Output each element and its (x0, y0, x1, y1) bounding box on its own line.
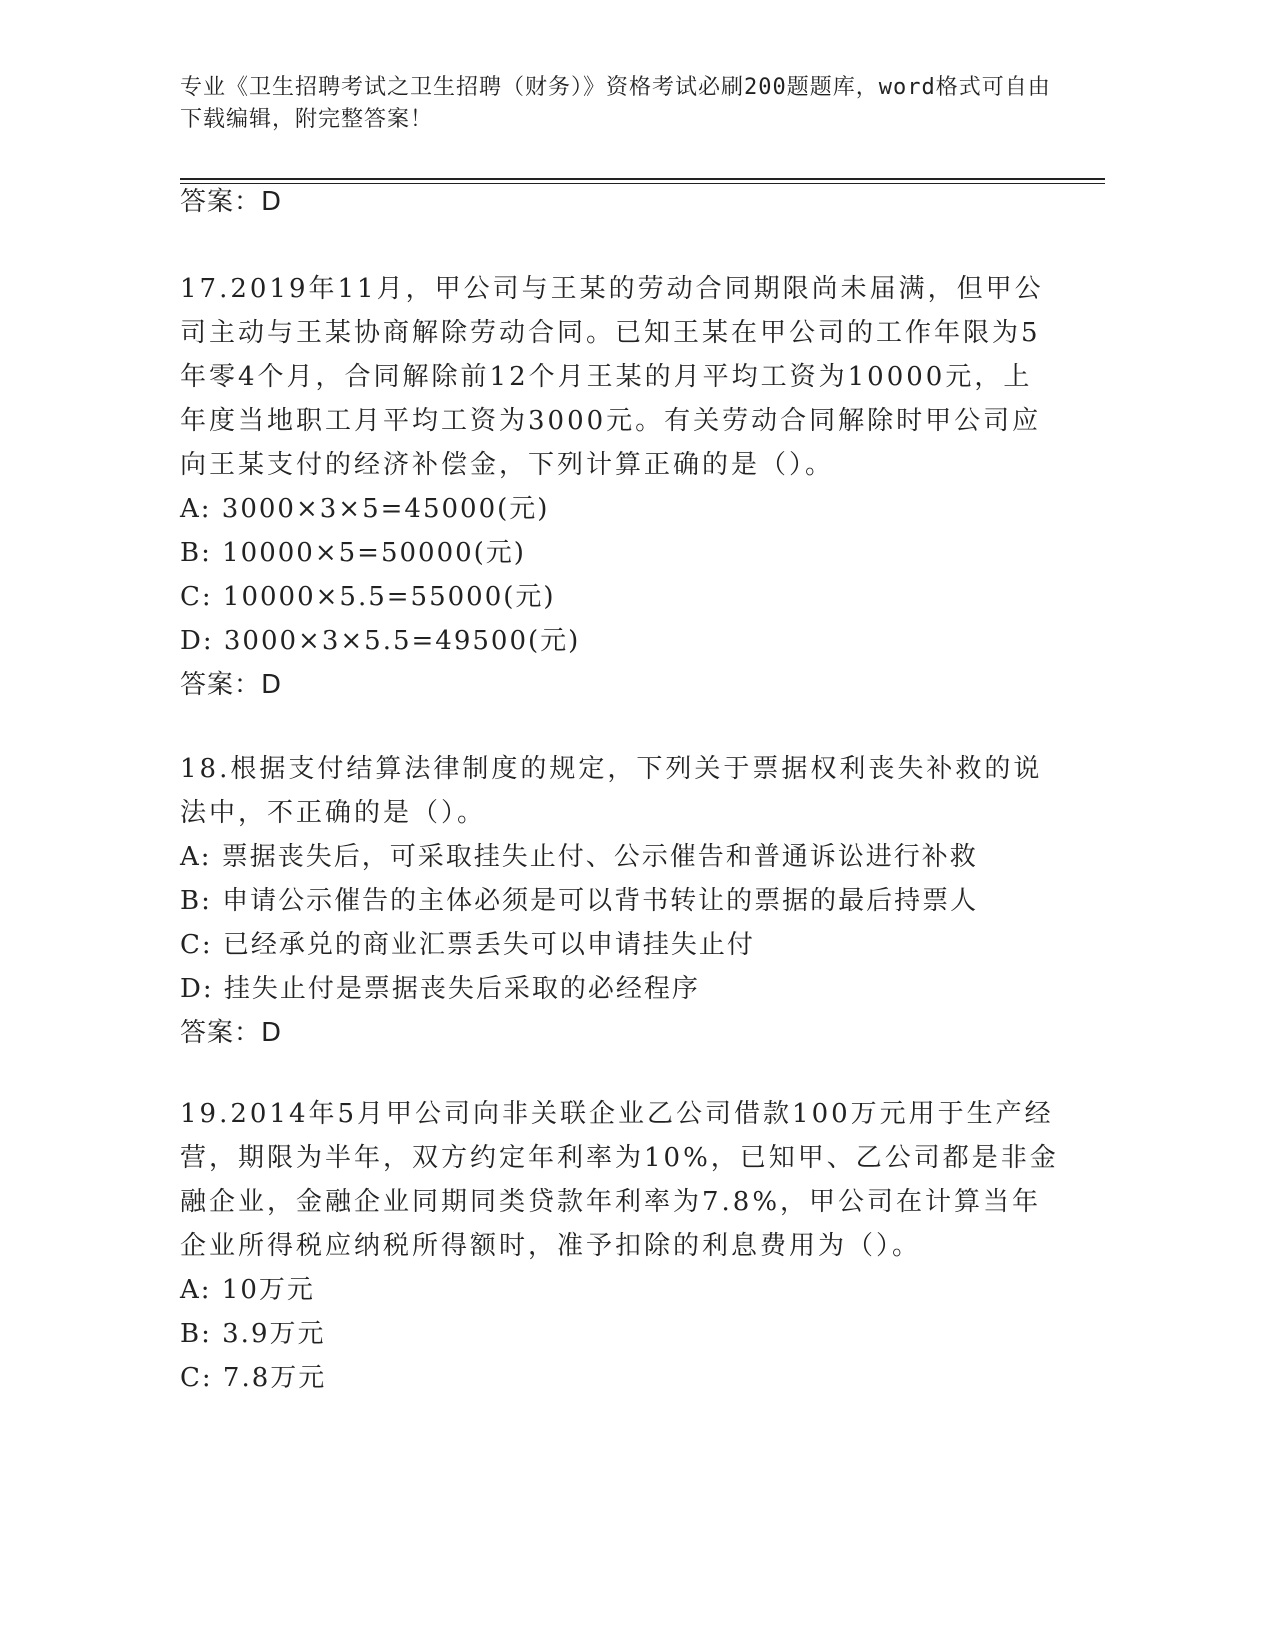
question-stem: 17.2019年11月，甲公司与王某的劳动合同期限尚未届满，但甲公司主动与王某协商解除劳动合同。已知王某在甲公司的工作年限为5年零4个月，合同解除前12个月王某的月平均工资为10000元，上年度当地职工月平均工资为3000元。有关劳动合同解除时甲公司应向王某支付的经济补偿金，下列计算正确的是（）。 (180, 274, 1044, 480)
question-17 (180, 267, 1060, 707)
option-b: B: 申请公示催告的主体必须是可以背书转让的票据的最后持票人 (180, 886, 979, 916)
question-19 (180, 1092, 1060, 1400)
option-a: A: 3000×3×5=45000(元) (180, 494, 550, 524)
option-a: A: 10万元 (180, 1275, 315, 1305)
answer-label: 答案：D (180, 187, 283, 217)
option-b: B: 10000×5=50000(元) (180, 538, 526, 568)
answer-label: 答案：D (180, 1018, 283, 1048)
previous-answer-block (180, 180, 1060, 224)
option-c: C: 7.8万元 (180, 1363, 327, 1393)
answer-label: 答案：D (180, 670, 283, 700)
option-a: A: 票据丧失后，可采取挂失止付、公示催告和普通诉讼进行补救 (180, 842, 978, 872)
option-c: C: 已经承兑的商业汇票丢失可以申请挂失止付 (180, 930, 755, 960)
question-18 (180, 747, 1060, 1055)
question-stem: 19.2014年5月甲公司向非关联企业乙公司借款100万元用于生产经营，期限为半年，双方约定年利率为10%，已知甲、乙公司都是非金融企业，金融企业同期同类贷款年利率为7.8%，甲公司在计算当年企业所得税应纳税所得额时，准予扣除的利息费用为（）。 (180, 1099, 1059, 1261)
option-c: C: 10000×5.5=55000(元) (180, 582, 556, 612)
option-d: D: 挂失止付是票据丧失后采取的必经程序 (180, 974, 700, 1004)
question-stem: 18.根据支付结算法律制度的规定，下列关于票据权利丧失补救的说法中，不正确的是（）。 (180, 754, 1043, 828)
option-d: D: 3000×3×5.5=49500(元) (180, 626, 581, 656)
document-header: 专业《卫生招聘考试之卫生招聘（财务）》资格考试必刷200题题库，word格式可自由下载编辑，附完整答案！ (180, 75, 1051, 132)
option-b: B: 3.9万元 (180, 1319, 326, 1349)
